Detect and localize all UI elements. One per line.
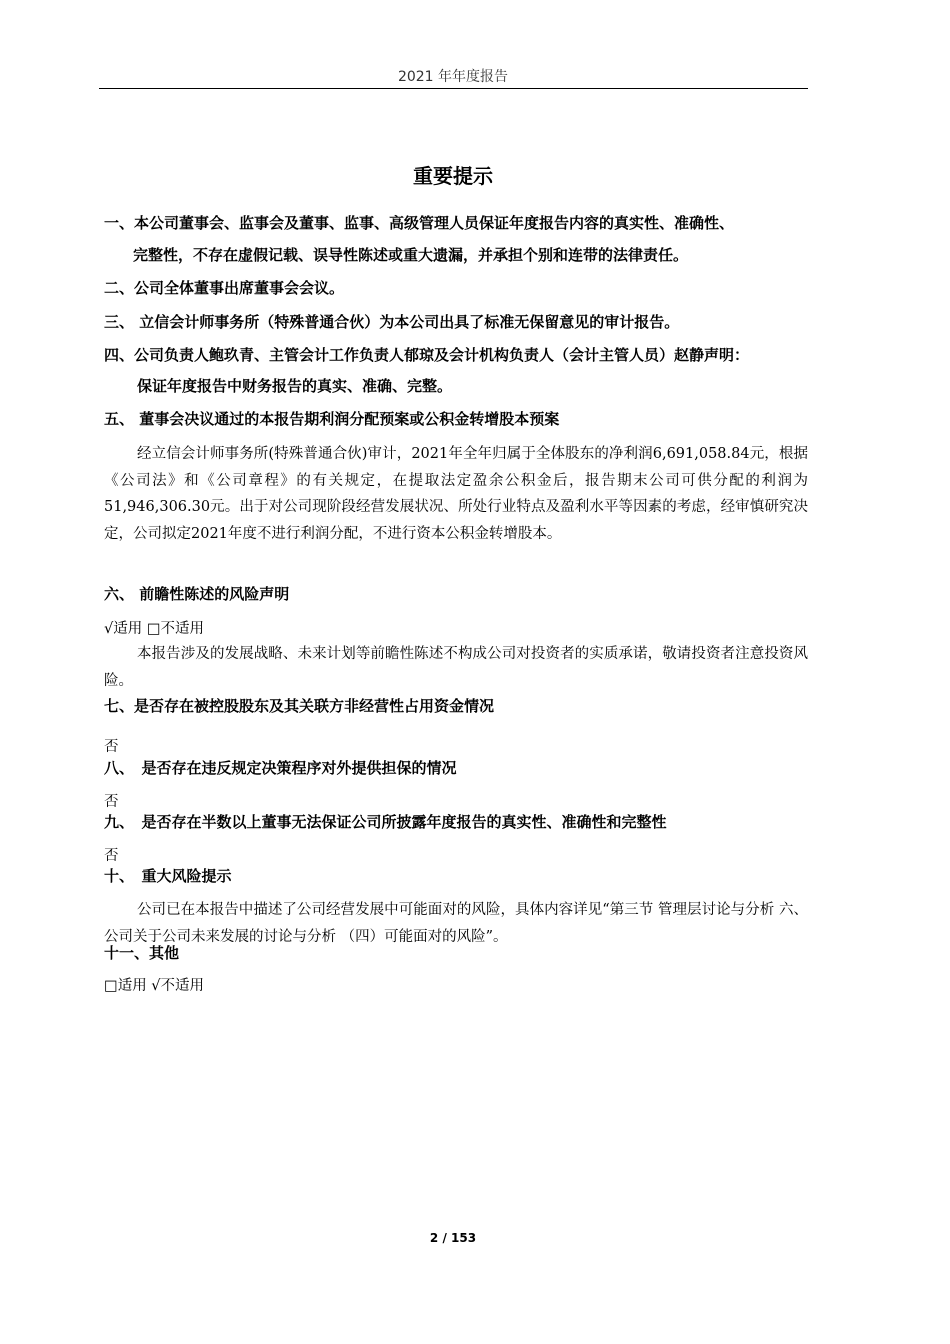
item-8-heading: 八、 是否存在违反规定决策程序对外提供担保的情况 (104, 759, 457, 777)
page-number: 2 / 153 (429, 1231, 477, 1245)
item-3: 三、 立信会计师事务所（特殊普通合伙）为本公司出具了标准无保留意见的审计报告。 (104, 313, 680, 331)
item-11-heading: 十一、其他 (104, 944, 180, 962)
item-5-heading: 五、 董事会决议通过的本报告期利润分配预案或公积金转增股本预案 (104, 410, 560, 428)
item-6-heading: 六、 前瞻性陈述的风险声明 (104, 585, 290, 603)
item-7-answer: 否 (104, 739, 119, 755)
item-6-applicability: √适用 □不适用 (104, 621, 205, 637)
item-9-heading: 九、 是否存在半数以上董事无法保证公司所披露年度报告的真实性、准确性和完整性 (104, 813, 667, 831)
item-4-line-1: 四、公司负责人鲍玖青、主管会计工作负责人郁琼及会计机构负责人（会计主管人员）赵静声明： (104, 346, 750, 364)
header-divider (99, 88, 808, 89)
item-10-paragraph: 公司已在本报告中描述了公司经营发展中可能面对的风险，具体内容详见“第三节 管理层讨论与分析 六、公司关于公司未来发展的讨论与分析 （四）可能面对的风险”。 (104, 902, 808, 945)
item-7-heading: 七、是否存在被控股股东及其关联方非经营性占用资金情况 (104, 697, 495, 715)
item-11-applicability: □适用 √不适用 (104, 978, 205, 994)
item-1-line-2: 完整性，不存在虚假记载、误导性陈述或重大遗漏，并承担个别和连带的法律责任。 (133, 246, 689, 264)
item-1-line-1: 一、本公司董事会、监事会及董事、监事、高级管理人员保证年度报告内容的真实性、准确性、 (104, 214, 735, 232)
page-title: 重要提示 (413, 164, 493, 188)
item-4-line-2: 保证年度报告中财务报告的真实、准确、完整。 (137, 377, 453, 395)
item-5-paragraph: 经立信会计师事务所(特殊普通合伙)审计，2021年全年归属于全体股东的净利润6,691,058.84元，根据《公司法》和《公司章程》的有关规定，在提取法定盈余公积金后，报告期末公司可供分配的利润为51,946,306.30元。出于对公司现阶段经营发展状况、所处行业特点及盈利水平等因素的考虑，经审慎研究决定，公司拟定2021年度不进行利润分配，不进行资本公积金转增股本。 (104, 446, 808, 542)
running-header: 2021 年年度报告 (397, 69, 509, 85)
item-2: 二、公司全体董事出席董事会会议。 (104, 279, 345, 297)
item-6-paragraph: 本报告涉及的发展战略、未来计划等前瞻性陈述不构成公司对投资者的实质承诺，敬请投资者注意投资风险。 (104, 646, 808, 689)
item-9-answer: 否 (104, 848, 119, 864)
item-10-heading: 十、 重大风险提示 (104, 867, 232, 885)
item-8-answer: 否 (104, 794, 119, 810)
